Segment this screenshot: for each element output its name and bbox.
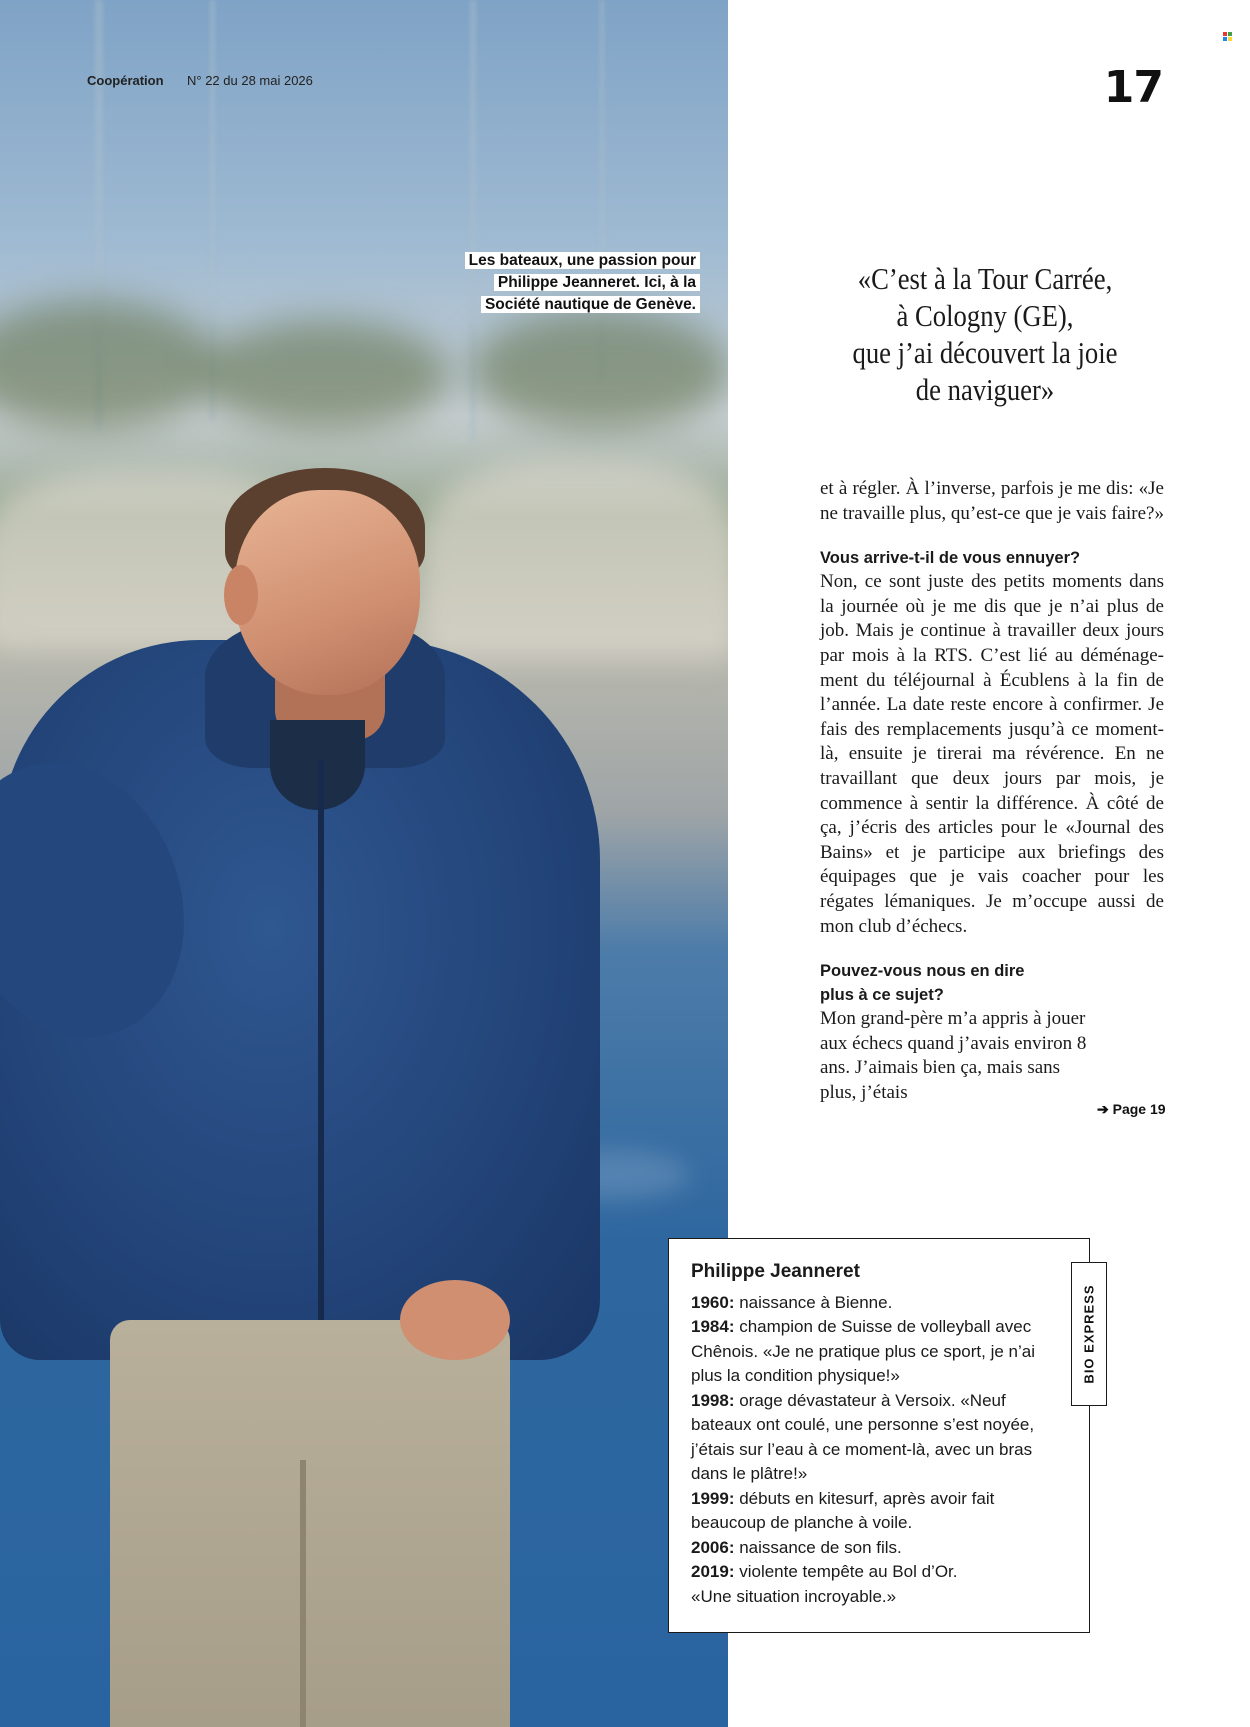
bio-text: débuts en kitesurf, après avoir fait beaucoup de planche à voile.: [691, 1488, 995, 1532]
trousers-seam: [300, 1460, 306, 1727]
bio-year: 1960:: [691, 1292, 735, 1312]
pull-quote-line: à Cologny (GE),: [896, 298, 1074, 333]
jacket-zipper: [318, 760, 324, 1320]
bio-text: champion de Suisse de volleyball avec Chênois. «Je ne pratique plus ce sport, je n’ai plus la condition physique!»: [691, 1317, 1035, 1385]
question-line: plus à ce sujet?: [820, 986, 944, 1005]
bio-year: 2019:: [691, 1562, 735, 1581]
bio-entry: [691, 1560, 991, 1609]
caption-line: Société nautique de Genève.: [481, 296, 700, 313]
pull-quote-line: que j’ai découvert la joie: [852, 335, 1118, 370]
bio-text: naissance à Bienne.: [734, 1292, 893, 1312]
question-line: Pouvez-vous nous en dire: [820, 962, 1025, 981]
bio-express-label: BIO EXPRESS: [1081, 1284, 1097, 1384]
continued-on-page-link[interactable]: ➔ Page 19: [1097, 1101, 1166, 1117]
bio-year: 1984:: [691, 1317, 735, 1336]
bio-year: 2006:: [691, 1537, 735, 1557]
bio-entry: [691, 1315, 1056, 1389]
article-paragraph: et à régler. À l’inverse, parfois je me dis: «Je ne travaille plus, qu’est-ce que je vais faire?»: [820, 478, 1164, 524]
article-body: [820, 477, 1164, 1105]
caption-line: Les bateaux, une passion pour: [465, 252, 700, 269]
page-number: 17: [1103, 62, 1163, 113]
article-paragraph: Non, ce sont juste des petits moments dans la journée où je me dis que je n’ai plus de job. Mais je continue à travailler deux jours par mois à la RTS. C’est lié au déménagement du téléjournal à Écublens à la fin de l’année. La date reste encore à confirmer. Je fais des remplacements jusqu’à ce moment-là, ensuite je tirerai ma révérence. En ne travaillant que deux jours par mois, je commence à sentir la différence. À côté de ça, j’écris des articles pour le «Journal des Bains» et je participe aux briefings des équipages que je vais coacher pour les régates lémaniques. Je m’occupe aussi de mon club d’échecs.: [820, 571, 1164, 937]
bio-entry: [691, 1536, 1081, 1561]
trousers: [110, 1320, 510, 1727]
issue-info: N° 22 du 28 mai 2026: [187, 73, 313, 88]
pull-quote: [826, 260, 1144, 408]
magazine-name: Coopération: [87, 73, 164, 88]
article-paragraph: [820, 1007, 1095, 1105]
color-registration-mark: [1223, 32, 1233, 42]
interview-question: Vous arrive-t-il de vous ennuyer?: [820, 549, 1081, 568]
bio-entry: [691, 1487, 1001, 1536]
bio-text: orage dévastateur à Versoix. «Neuf bateaux ont coulé, une personne s’est noyée, j’étais sur l’eau à ce moment-là, avec un bras dans le plâtre!»: [691, 1390, 1035, 1483]
bio-content: [691, 1260, 1081, 1609]
article-text: Mon grand-père m’a appris à jouer aux échecs quand j’avais environ 8 ans. J’aimais bien ça, mais sans plus, j’étais: [820, 1008, 1087, 1103]
bio-year: 1998:: [691, 1390, 735, 1410]
bio-text: naissance de son fils.: [734, 1537, 902, 1557]
bio-entry: [691, 1389, 1066, 1487]
caption-line: Philippe Jeanneret. Ici, à la: [494, 274, 700, 291]
bio-entry: [691, 1291, 1081, 1316]
ear: [224, 565, 258, 625]
face: [235, 490, 420, 695]
hand-in-pocket: [400, 1280, 510, 1360]
photo-caption: [465, 250, 700, 316]
interview-question: [820, 959, 1164, 1007]
pull-quote-line: «C’est à la Tour Carrée,: [857, 261, 1113, 296]
bio-year: 1999:: [691, 1488, 735, 1508]
pull-quote-line: de naviguer»: [915, 372, 1055, 407]
bio-text: violente tempête au Bol d’Or. «Une situation incroyable.»: [691, 1562, 958, 1606]
bio-name: Philippe Jeanneret: [691, 1261, 860, 1282]
